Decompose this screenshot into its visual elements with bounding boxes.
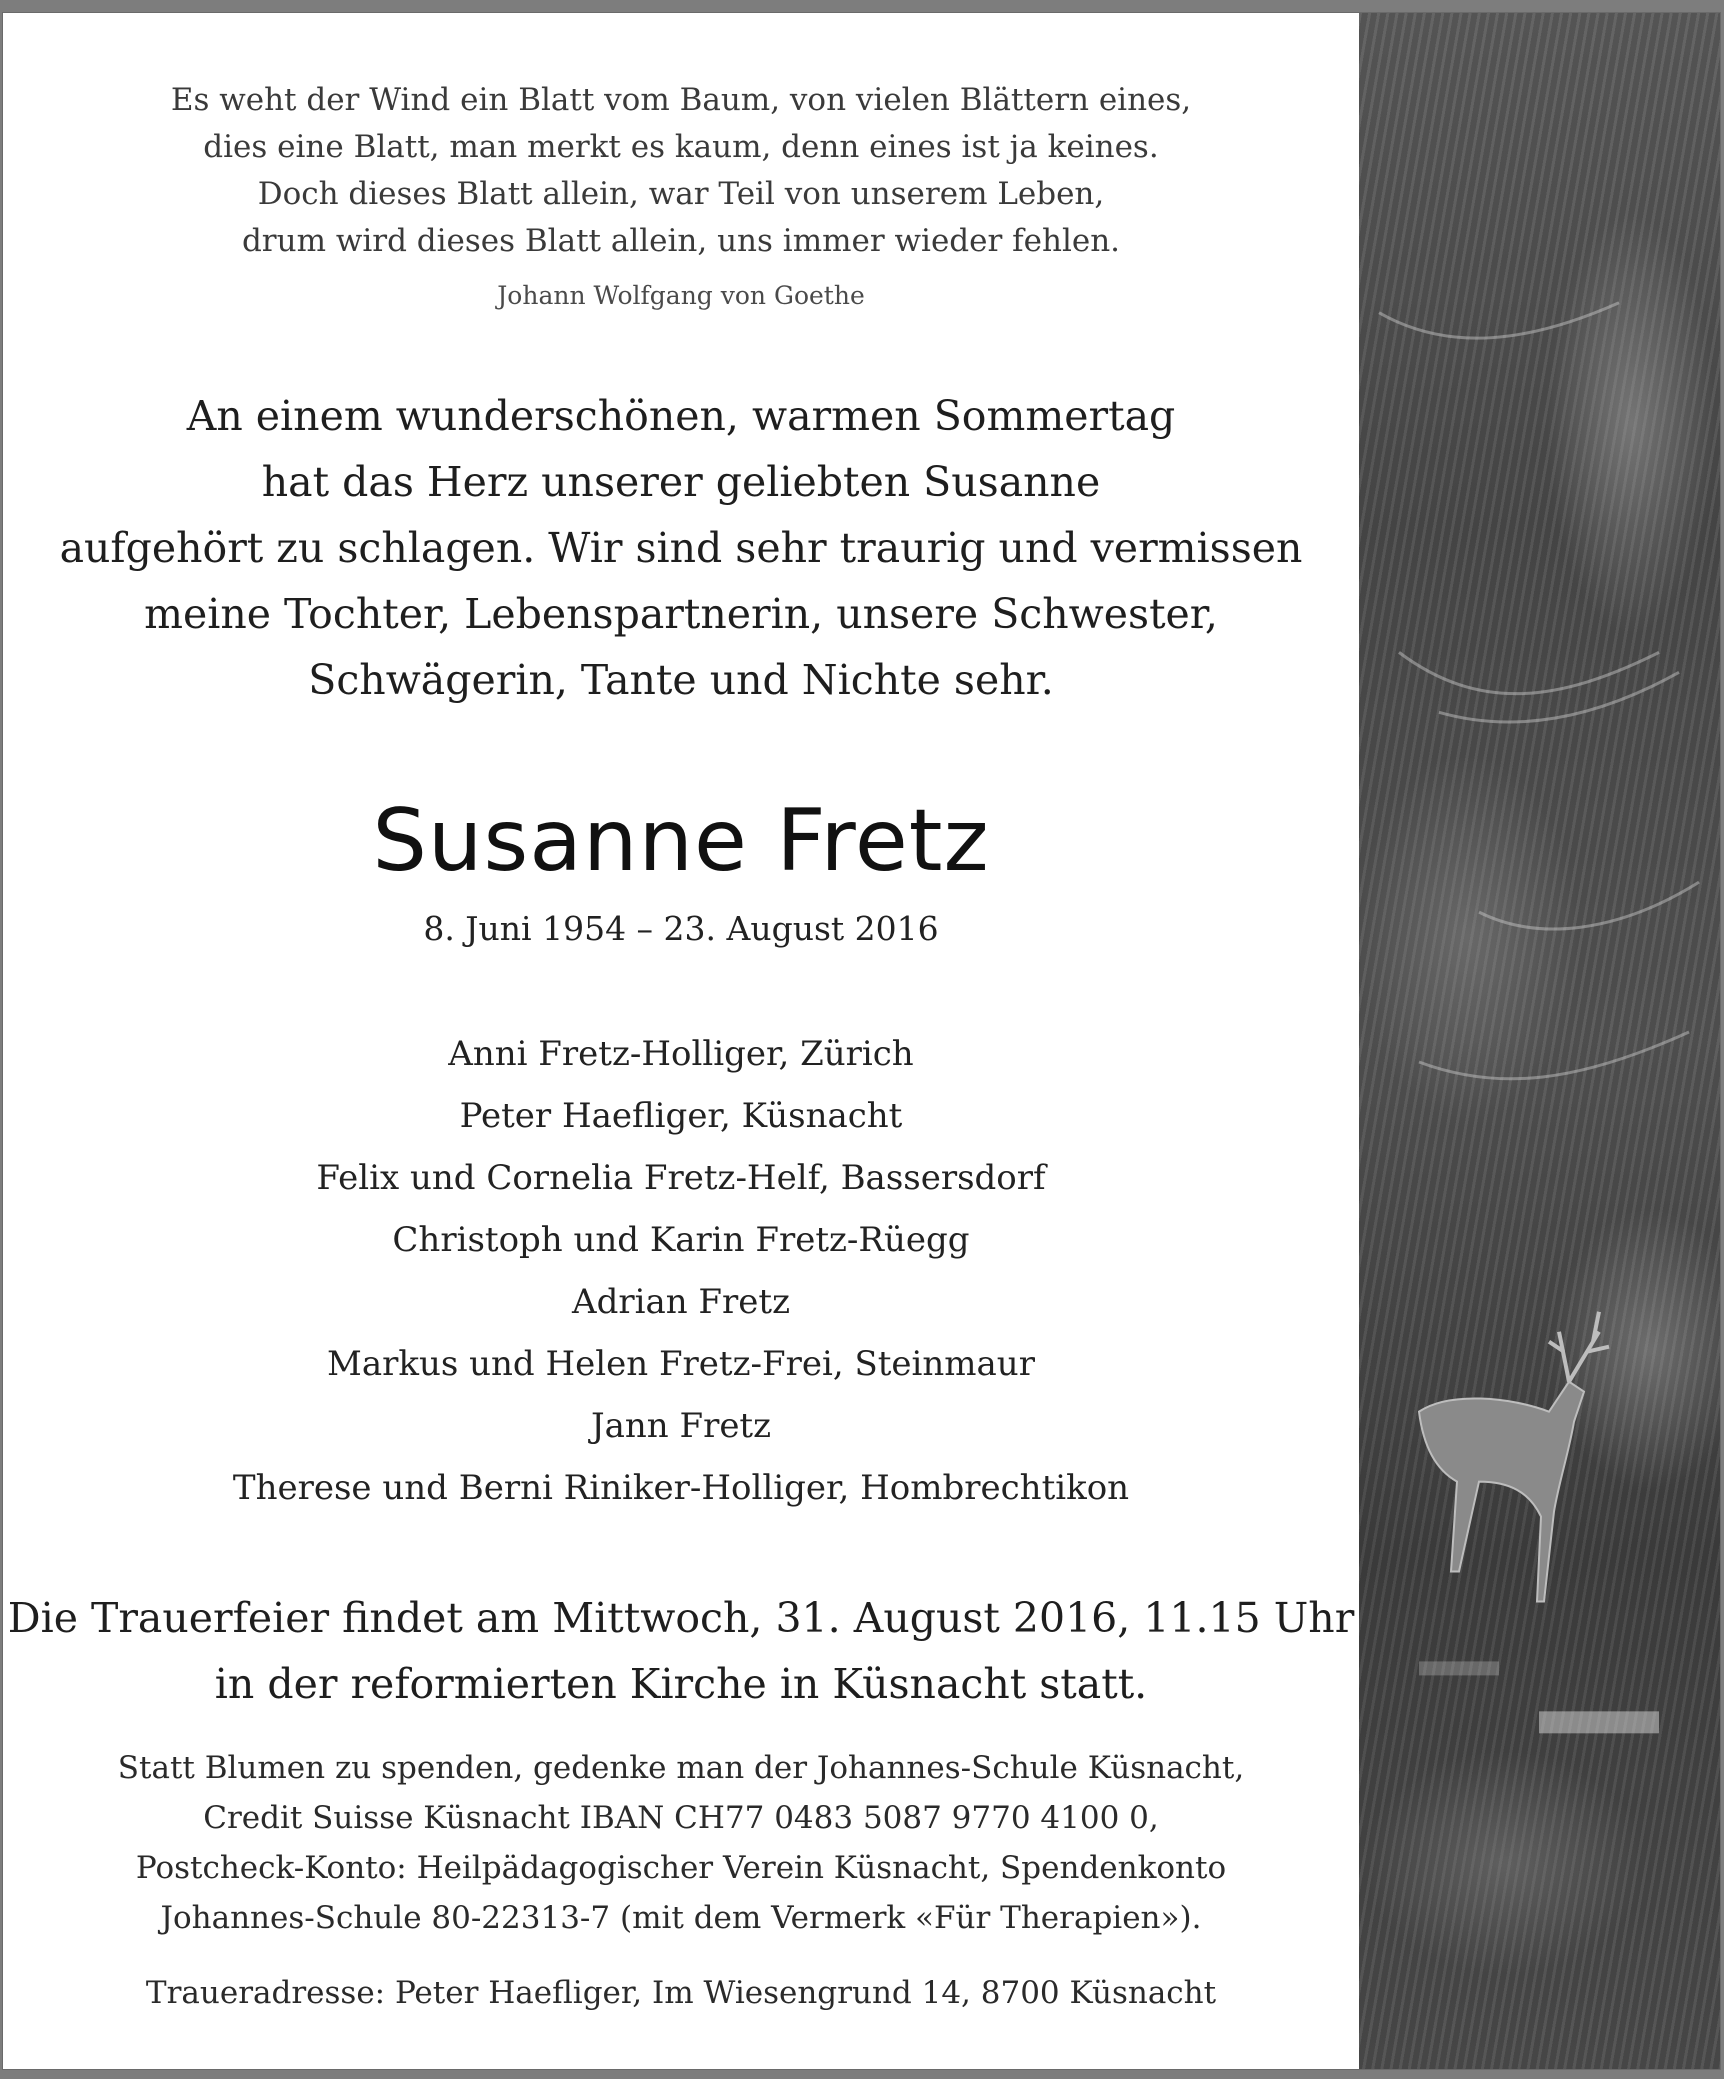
donation-line: Postcheck-Konto: Heilpädagogischer Verein Küsnacht, Spendenkonto bbox=[135, 1850, 1227, 1886]
deer-icon bbox=[1419, 1312, 1609, 1602]
intro-text bbox=[3, 383, 1359, 713]
life-dates: 8. Juni 1954 – 23. August 2016 bbox=[423, 909, 939, 948]
poem-line: Doch dieses Blatt allein, war Teil von unserem Leben, bbox=[257, 176, 1105, 212]
forest-photo bbox=[1359, 13, 1721, 2069]
ceremony-line: in der reformierten Kirche in Küsnacht statt. bbox=[214, 1660, 1148, 1708]
donation-notice bbox=[3, 1743, 1359, 1943]
ceremony-line: Die Trauerfeier findet am Mittwoch, 31. August 2016, 11.15 Uhr bbox=[7, 1594, 1355, 1642]
mourning-address: Traueradresse: Peter Haefliger, Im Wiesengrund 14, 8700 Küsnacht bbox=[145, 1975, 1217, 2011]
family-member: Therese und Berni Riniker-Holliger, Hombrechtikon bbox=[232, 1468, 1130, 1508]
text-column bbox=[3, 13, 1359, 2069]
family-member: Christoph und Karin Fretz-Rüegg bbox=[392, 1220, 970, 1260]
family-member: Jann Fretz bbox=[590, 1406, 772, 1446]
donation-line: Credit Suisse Küsnacht IBAN CH77 0483 5087 9770 4100 0, bbox=[203, 1800, 1159, 1836]
family-member: Peter Haefliger, Küsnacht bbox=[459, 1096, 903, 1136]
family-member: Anni Fretz-Holliger, Zürich bbox=[448, 1034, 914, 1074]
poem-line: drum wird dieses Blatt allein, uns immer wieder fehlen. bbox=[241, 223, 1121, 259]
donation-line: Johannes-Schule 80-22313-7 (mit dem Vermerk «Für Therapien»). bbox=[160, 1900, 1202, 1936]
poem-line: Es weht der Wind ein Blatt vom Baum, von vielen Blättern eines, bbox=[170, 82, 1192, 118]
intro-line: An einem wunderschönen, warmen Sommertag bbox=[186, 392, 1176, 440]
poem-author: Johann Wolfgang von Goethe bbox=[497, 281, 865, 310]
deer-in-forest-image bbox=[1359, 13, 1721, 2069]
family-member: Felix und Cornelia Fretz-Helf, Bassersdorf bbox=[316, 1158, 1046, 1198]
donation-line: Statt Blumen zu spenden, gedenke man der Johannes-Schule Küsnacht, bbox=[117, 1750, 1245, 1786]
intro-line: meine Tochter, Lebenspartnerin, unsere Schwester, bbox=[144, 590, 1218, 638]
ceremony-notice bbox=[3, 1585, 1359, 1717]
poem-line: dies eine Blatt, man merkt es kaum, denn eines ist ja keines. bbox=[203, 129, 1159, 165]
intro-line: Schwägerin, Tante und Nichte sehr. bbox=[308, 656, 1054, 704]
deceased-name: Susanne Fretz bbox=[372, 791, 990, 891]
family-member: Markus und Helen Fretz-Frei, Steinmaur bbox=[327, 1344, 1035, 1384]
obituary-card bbox=[2, 12, 1721, 2070]
intro-line: aufgehört zu schlagen. Wir sind sehr traurig und vermissen bbox=[59, 524, 1303, 572]
family-list bbox=[3, 1023, 1359, 1519]
family-member: Adrian Fretz bbox=[572, 1282, 790, 1322]
poem bbox=[3, 77, 1359, 265]
intro-line: hat das Herz unserer geliebten Susanne bbox=[261, 458, 1101, 506]
